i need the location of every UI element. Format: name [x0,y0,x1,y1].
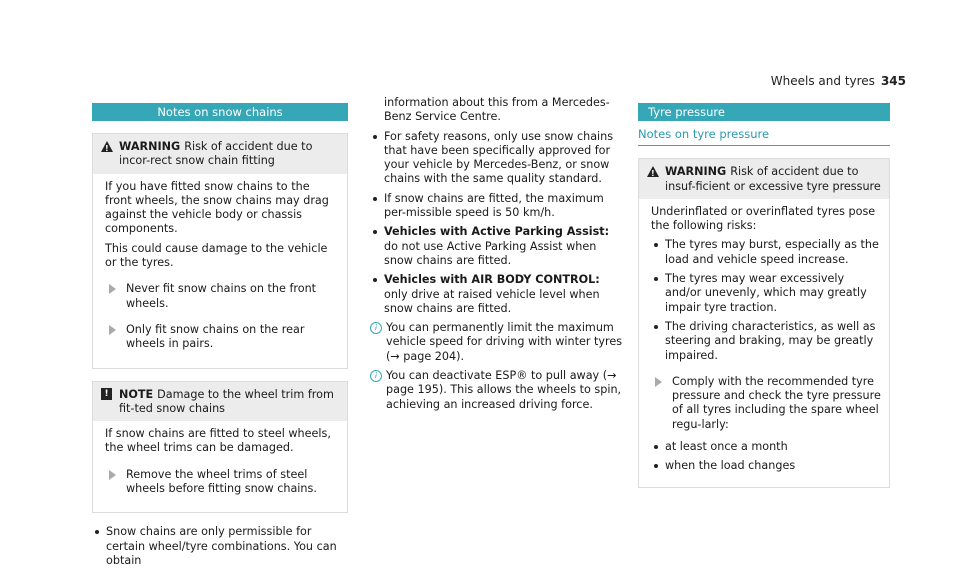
warning-box [92,133,348,369]
warning-body: This could cause damage to the vehicle or the tyres. [105,241,328,270]
warning-label: WARNING [665,165,727,179]
action-arrow-icon [655,377,662,387]
note-box [92,381,348,514]
info-note [370,321,626,364]
note-text: Damage to the wheel trim from fit-ted snow chains [119,387,334,415]
info-icon: i [370,370,382,382]
exclamation-icon: ! [101,388,112,400]
warning-text: Risk of accident due to incor-rect snow chain fitting [119,140,313,168]
warning-header [93,134,347,174]
list-item: The driving characteristics, as well as steering and braking, may be greatly impaired. [651,320,881,363]
bullet-list [92,525,348,568]
page-number: 345 [880,74,906,88]
warning-text: Risk of accident due to insuf-ficient or excessive tyre pressure [665,165,881,193]
info-text: You can permanently limit the maximum vehicle speed for driving with winter tyres (→ page 204). [386,321,623,363]
continued-text: information about this from a Mercedes-Benz Service Centre. [384,96,610,124]
column-snow-chains-continued [370,96,626,417]
action-arrow-icon [109,470,116,480]
list-item [370,273,626,316]
subsection-title: Notes on tyre pressure [638,121,890,146]
schedule-list [651,440,881,474]
page-header [771,74,906,88]
warning-body: If you have fitted snow chains to the front wheels, the snow chains may drag against the vehicle body or chassis components. [105,179,329,236]
list-text: do not use Active Parking Assist when snow chains are fitted. [384,239,597,267]
action-arrow-icon [109,284,116,294]
section-title: Wheels and tyres [770,74,875,88]
list-item: The tyres may wear excessively and/or unevenly, which may greatly impair tyre traction. [651,272,881,315]
section-bar-snow-chains: Notes on snow chains [92,103,348,121]
info-text: You can deactivate ESP® to pull away (→ page 195). This allows the wheels to spin, achieving an increased driving force. [386,369,622,411]
action-step [105,468,339,497]
info-note [370,369,626,412]
warning-header [639,159,889,199]
list-item: For safety reasons, only use snow chains that have been specifically approved for your vehicle by Mercedes-Benz, or snow chains with the same quality standard. [370,130,626,187]
list-item: Snow chains are only permissible for certain wheel/tyre combinations. You can obtain [92,525,348,568]
list-item: The tyres may burst, especially as the load and vehicle speed increase. [651,238,881,267]
risk-list [651,238,881,362]
action-text: Never fit snow chains on the front wheels. [126,282,317,310]
list-item: when the load changes [651,459,881,473]
list-item: If snow chains are fitted, the maximum per-missible speed is 50 km/h. [370,192,626,221]
bold-label: Vehicles with Active Parking Assist: [384,225,610,239]
action-text: Comply with the recommended tyre pressure and check the tyre pressure of all tyres including the spare wheel regu-larly: [672,374,881,431]
action-text: Remove the wheel trims of steel wheels before fitting snow chains. [126,467,317,496]
warning-body: Underinflated or overinflated tyres pose the following risks: [651,204,876,233]
note-header [93,382,347,422]
note-body: If snow chains are fitted to steel wheels, the wheel trims can be damaged. [105,427,331,455]
column-snow-chains [92,103,348,573]
bullet-list [370,130,626,317]
action-step [651,375,881,432]
list-item [370,225,626,268]
action-arrow-icon [109,325,116,335]
section-bar-tyre-pressure: Tyre pressure [638,103,890,121]
action-step [105,323,339,352]
action-text: Only fit snow chains on the rear wheels in pairs. [126,322,305,351]
info-icon: i [370,322,382,334]
note-label: NOTE [119,387,154,401]
warning-icon [101,141,113,152]
warning-label: WARNING [119,140,181,153]
column-tyre-pressure [638,103,890,488]
warning-icon [647,166,659,177]
bold-label: Vehicles with AIR BODY CONTROL: [384,273,600,287]
warning-box [638,158,890,487]
list-item: at least once a month [651,440,881,454]
list-text: only drive at raised vehicle level when snow chains are fitted. [384,287,600,315]
action-step [105,282,339,311]
